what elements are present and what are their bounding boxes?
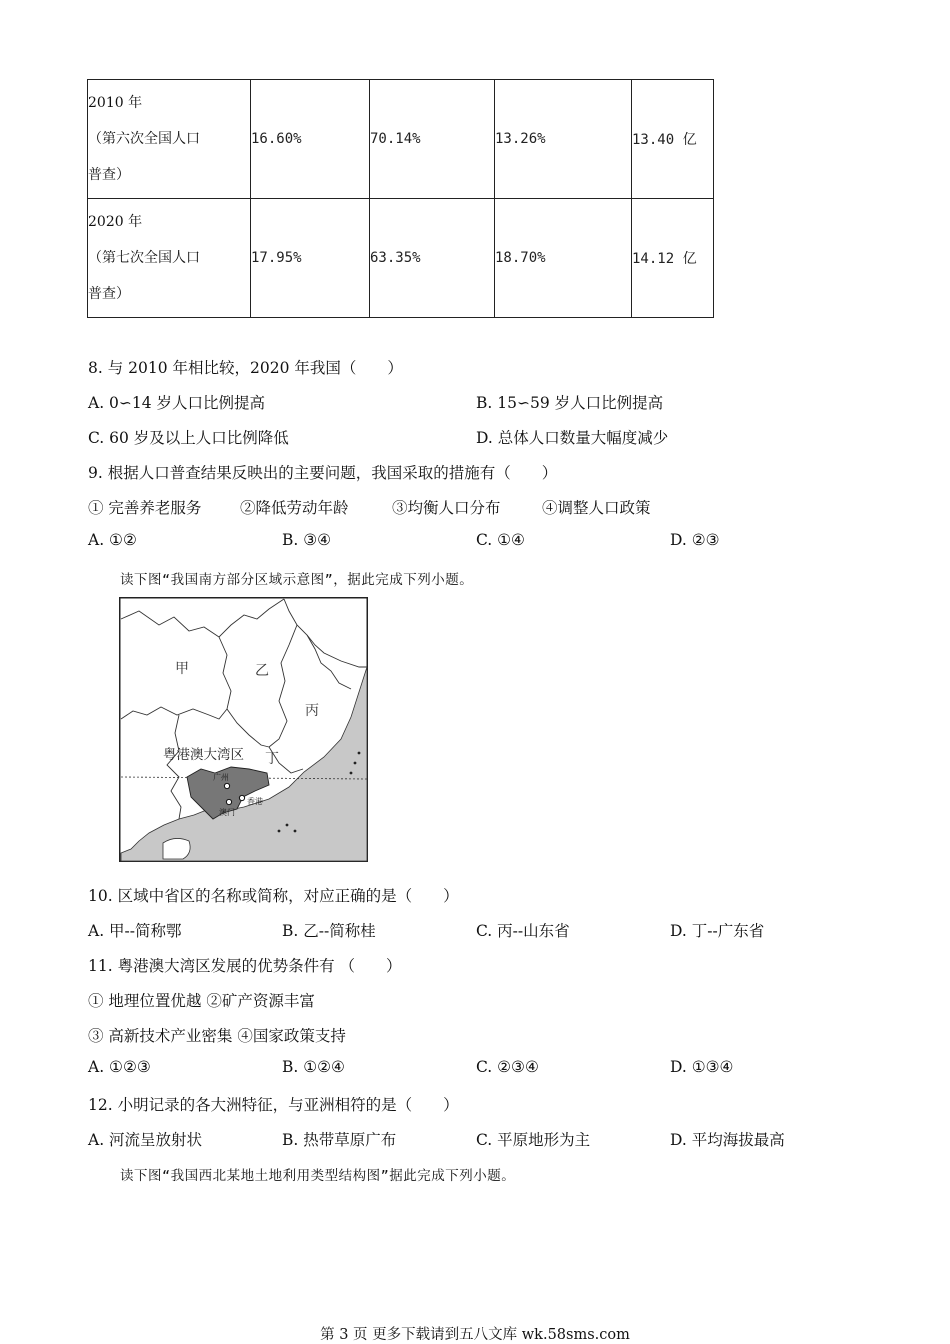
- q9-option-b[interactable]: B. ③④: [282, 531, 332, 549]
- table-cell: 18.70%: [495, 199, 632, 318]
- map-intro-text: 读下图“我国南方部分区域示意图”，据此完成下列小题。: [120, 572, 474, 588]
- q8-option-b[interactable]: B. 15∽59 岁人口比例提高: [476, 394, 664, 412]
- question-12-stem: 12. 小明记录的各大洲特征，与亚洲相符的是（ ）: [88, 1096, 459, 1114]
- q12-option-d[interactable]: D. 平均海拔最高: [670, 1131, 785, 1149]
- map-label-hongkong: 香港: [247, 797, 263, 806]
- census-table: [87, 79, 714, 318]
- q9-item-1: ① 完善养老服务: [88, 499, 202, 517]
- q9-item-4: ④调整人口政策: [542, 499, 651, 517]
- table-row: [88, 199, 714, 318]
- q9-option-d[interactable]: D. ②③: [670, 531, 720, 549]
- q9-item-3: ③均衡人口分布: [392, 499, 501, 517]
- question-10-stem: 10. 区域中省区的名称或简称，对应正确的是（ ）: [88, 887, 459, 905]
- q9-item-2: ②降低劳动年龄: [240, 499, 349, 517]
- census-label-end: 普查）: [88, 286, 130, 302]
- table-cell: 13.40 亿: [632, 80, 714, 199]
- census-label: （第七次全国人口: [88, 250, 200, 266]
- question-9-stem: 9. 根据人口普查结果反映出的主要问题，我国采取的措施有（ ）: [88, 464, 558, 482]
- year-label: 2020 年: [88, 214, 143, 230]
- map-label-jia: 甲: [175, 661, 189, 677]
- q10-option-a[interactable]: A. 甲--简称鄂: [88, 922, 182, 940]
- q11-option-c[interactable]: C. ②③④: [476, 1058, 539, 1076]
- q11-option-d[interactable]: D. ①③④: [670, 1058, 734, 1076]
- q9-option-a[interactable]: A. ①②: [88, 531, 137, 549]
- table-cell: 63.35%: [370, 199, 495, 318]
- year-label: 2010 年: [88, 95, 143, 111]
- q10-option-b[interactable]: B. 乙--简称桂: [282, 922, 376, 940]
- south-china-region-map: [119, 597, 368, 862]
- q8-option-c[interactable]: C. 60 岁及以上人口比例降低: [88, 429, 289, 447]
- page-footer: 第 3 页 更多下载请到五八文库 wk.58sms.com: [320, 1327, 630, 1343]
- q10-option-c[interactable]: C. 丙--山东省: [476, 922, 570, 940]
- map-label-ding: 丁: [265, 751, 279, 767]
- q11-option-b[interactable]: B. ①②④: [282, 1058, 345, 1076]
- census-label: （第六次全国人口: [88, 131, 200, 147]
- q11-items-line-1: ① 地理位置优越 ②矿产资源丰富: [88, 992, 315, 1010]
- table-cell: 70.14%: [370, 80, 495, 199]
- table-cell-year: [88, 80, 251, 199]
- table-cell: 13.26%: [495, 80, 632, 199]
- table-row: [88, 80, 714, 199]
- map-label-bing: 丙: [305, 703, 319, 719]
- table-cell: 14.12 亿: [632, 199, 714, 318]
- q8-option-d[interactable]: D. 总体人口数量大幅度减少: [476, 429, 669, 447]
- q10-option-d[interactable]: D. 丁--广东省: [670, 922, 765, 940]
- map-label-bay-area: 粤港澳大湾区: [163, 747, 244, 763]
- question-8-stem: 8. 与 2010 年相比较，2020 年我国（ ）: [88, 359, 403, 377]
- q12-option-b[interactable]: B. 热带草原广布: [282, 1131, 397, 1149]
- q11-items-line-2: ③ 高新技术产业密集 ④国家政策支持: [88, 1027, 346, 1045]
- land-use-intro-text: 读下图“我国西北某地土地利用类型结构图”据此完成下列小题。: [120, 1168, 516, 1184]
- q8-option-a[interactable]: A. 0∽14 岁人口比例提高: [88, 394, 266, 412]
- table-cell: 17.95%: [251, 199, 370, 318]
- q9-option-c[interactable]: C. ①④: [476, 531, 525, 549]
- map-label-yi: 乙: [255, 663, 269, 679]
- table-cell: 16.60%: [251, 80, 370, 199]
- q12-option-c[interactable]: C. 平原地形为主: [476, 1131, 591, 1149]
- table-cell-year: [88, 199, 251, 318]
- map-label-macau: 澳门: [219, 808, 235, 817]
- map-label-guangzhou: 广州: [213, 773, 229, 782]
- census-label-end: 普查）: [88, 167, 130, 183]
- question-11-stem: 11. 粤港澳大湾区发展的优势条件有 （ ）: [88, 957, 402, 975]
- q12-option-a[interactable]: A. 河流呈放射状: [88, 1131, 203, 1149]
- q11-option-a[interactable]: A. ①②③: [88, 1058, 151, 1076]
